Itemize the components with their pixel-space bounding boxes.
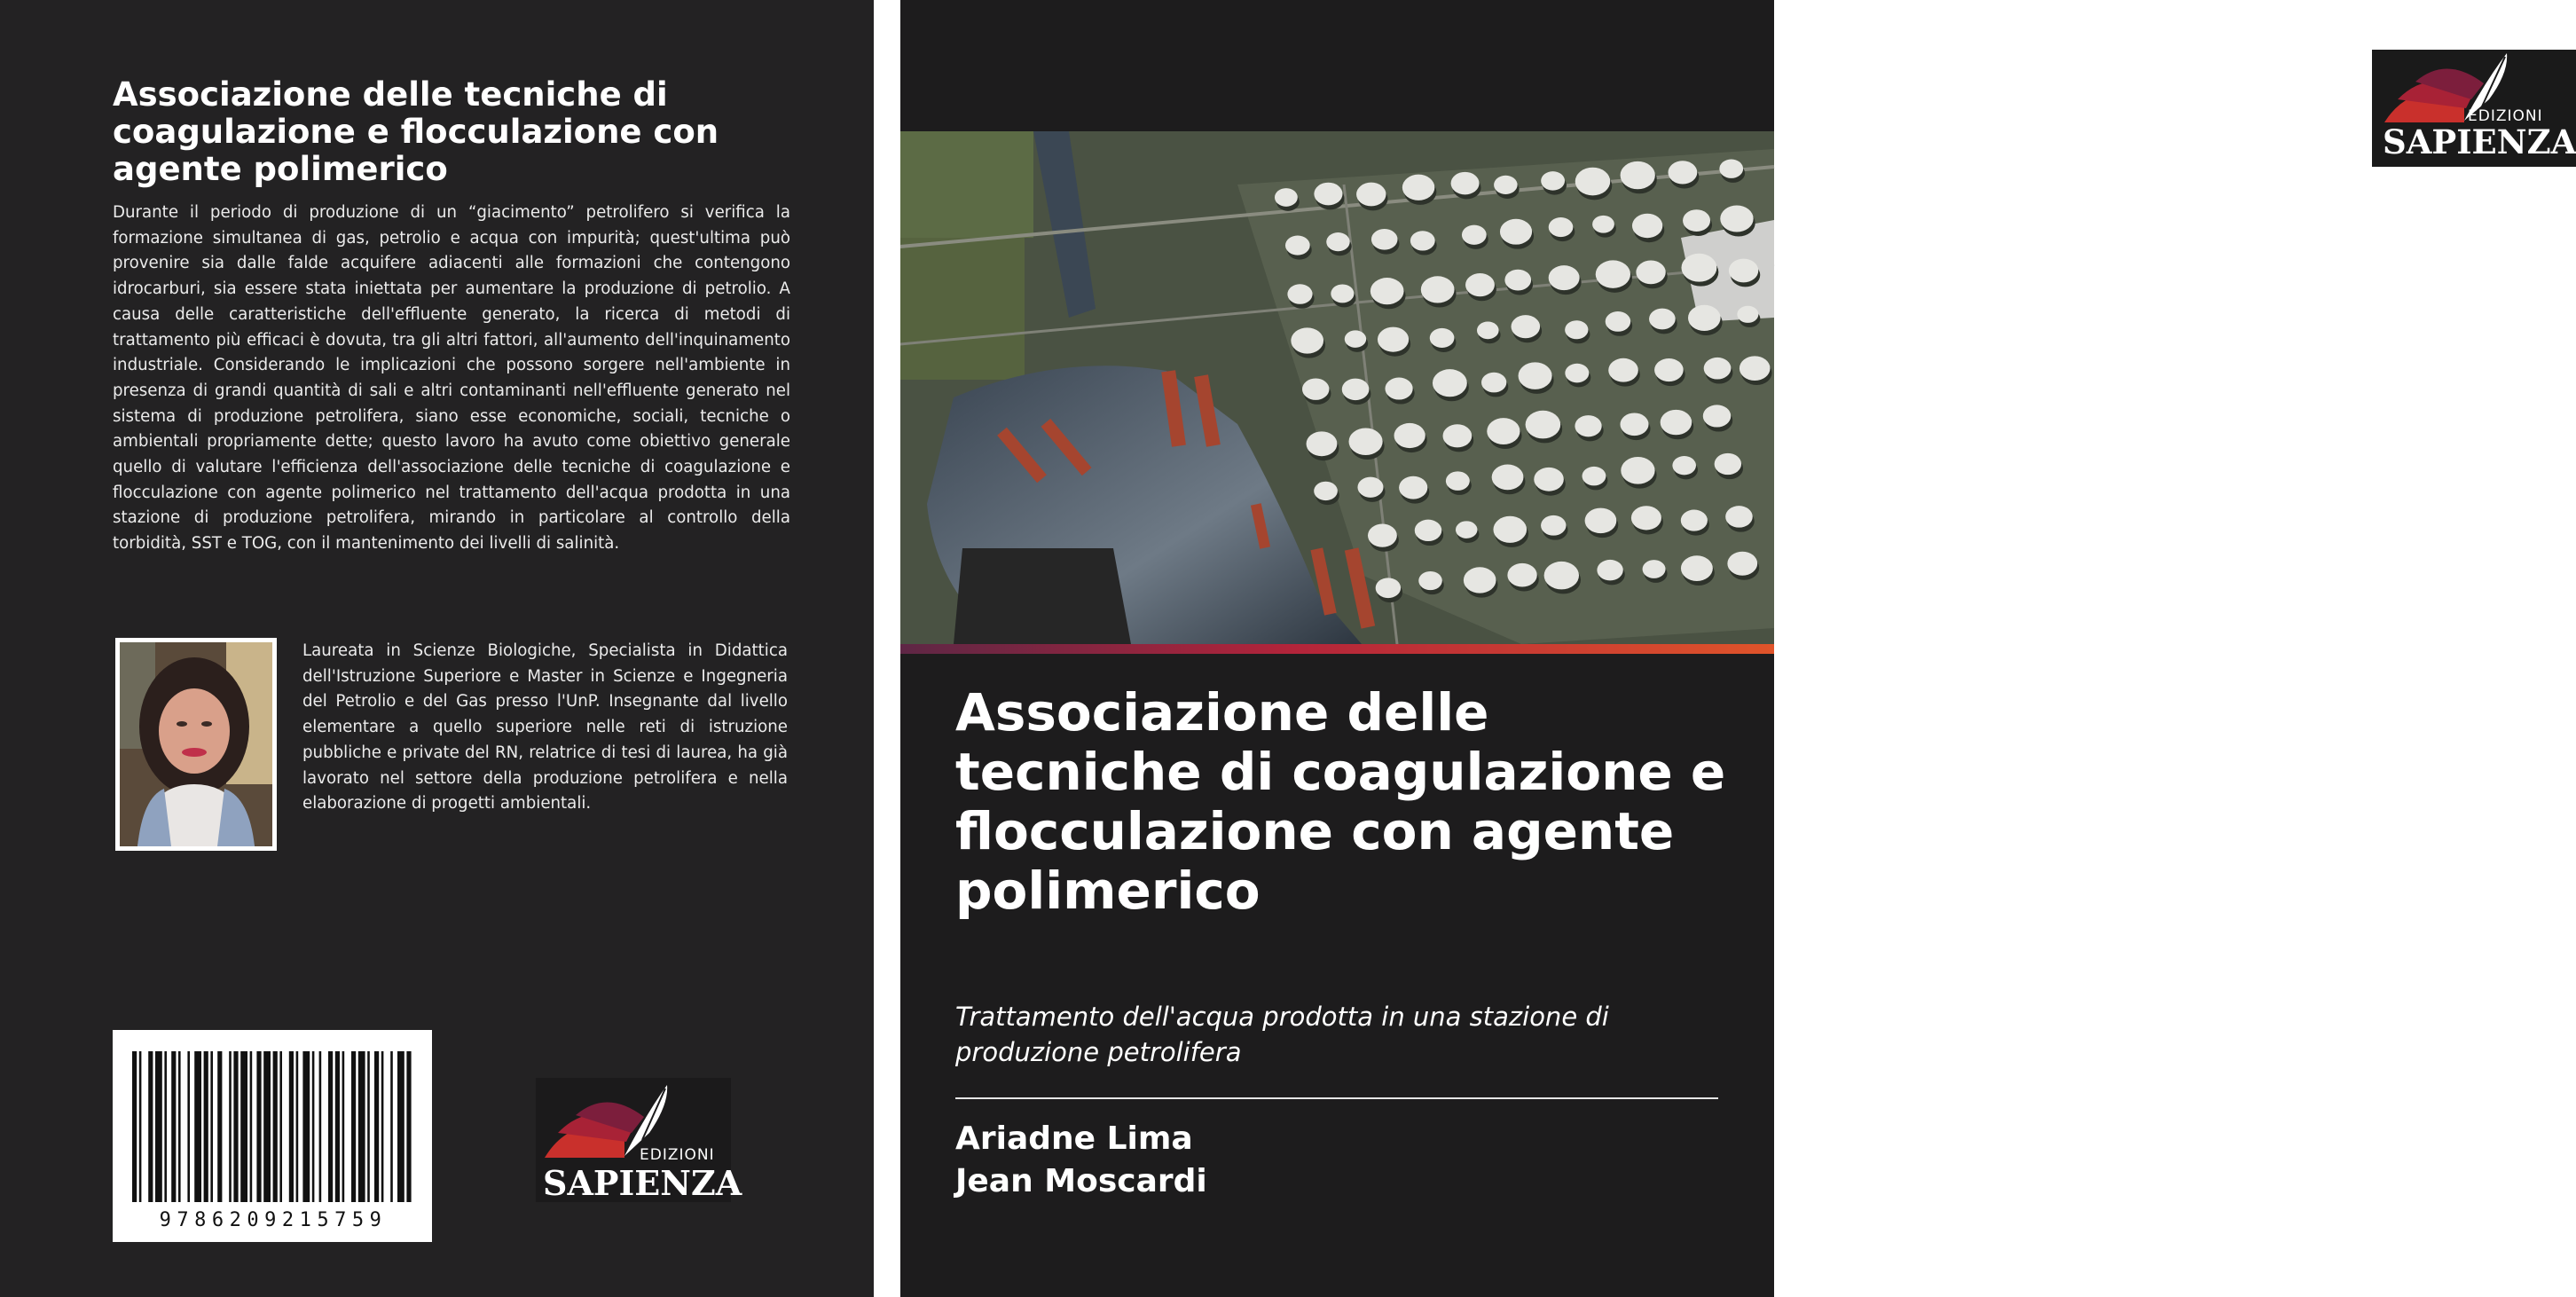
back-cover-blurb: Durante il periodo di produzione di un “giacimento” petrolifero si verifica la formazione simultanea di gas, petrolio e acqua con impurità; quest'ultima può provenire sia dalle falde acquifere adiacenti alle formazioni che contengono idrocarburi, sia essere stata iniettata per aumentare la produzione di petrolio. A causa delle caratteristiche dell'effluente generato, la ricerca di metodi di trattamento più efficaci è dovuta, tra gli altri fattori, all'aumento dell'inquinamento industriale. Considerando le implicazioni che possono sorgere nell'ambiente in presenza di grandi quantità di sali e altri contaminanti nell'effluente generato nel sistema di produzione petrolifera, siano esse economiche, sociali, tecniche o ambientali propriamente dette; questo lavoro ha avuto come obiettivo generale quello di valutare l'efficienza dell'associazione delle tecniche di coagulazione e flocculazione con agente polimerico nel trattamento dell'acqua prodotta in una stazione di produzione petrolifera, mirando in particolare al controllo della torbidità, SST e TOG, con il mantenimento dei livelli di salinità.: [113, 203, 790, 554]
logo-sapienza-text: SAPIENZA: [543, 1163, 742, 1203]
front-cover-subtitle: Trattamento dell'acqua prodotta in una stazione di produzione petrolifera: [955, 1002, 1609, 1067]
title-divider: [955, 1097, 1718, 1099]
back-cover-title: Associazione delle tecniche di coagulazione e flocculazione con agente polimerico: [113, 75, 719, 188]
author-bio: Laureata in Scienze Biologiche, Specialista in Didattica dell'Istruzione Superiore e Master in Scienze e Ingegneria del Petrolio e del Gas presso l'UnP. Insegnante dal livello elementare a quello superiore nelle reti di istruzione pubbliche e private del RN, relatrice di tesi di laurea, ha già lavorato nel settore della produzione petrolifera e nella elaborazione di progetti ambientali.: [302, 641, 788, 814]
cover-photo-oil-terminal: [900, 131, 1774, 644]
logo-edizioni-text: EDIZIONI: [640, 1146, 715, 1164]
accent-stripe: [900, 644, 1774, 654]
publisher-logo-front: [2372, 50, 2576, 167]
logo-sapienza-text: SAPIENZA: [2383, 122, 2576, 161]
author-photo: [115, 638, 277, 851]
logo-edizioni-text: EDIZIONI: [2468, 107, 2543, 125]
publisher-logo-back: [536, 1078, 742, 1203]
author-name: Jean Moscardi: [955, 1163, 1207, 1199]
back-cover: [0, 0, 874, 1297]
isbn-barcode: [113, 1030, 432, 1242]
author-name: Ariadne Lima: [955, 1120, 1193, 1157]
spine-gap: [874, 0, 900, 1297]
isbn-number: 9786209215759: [159, 1209, 388, 1231]
front-cover: [900, 0, 2576, 1297]
author-list: [955, 1118, 1207, 1203]
front-cover-title: Associazione delle tecniche di coagulazione e flocculazione con agente polimerico: [955, 682, 1726, 921]
